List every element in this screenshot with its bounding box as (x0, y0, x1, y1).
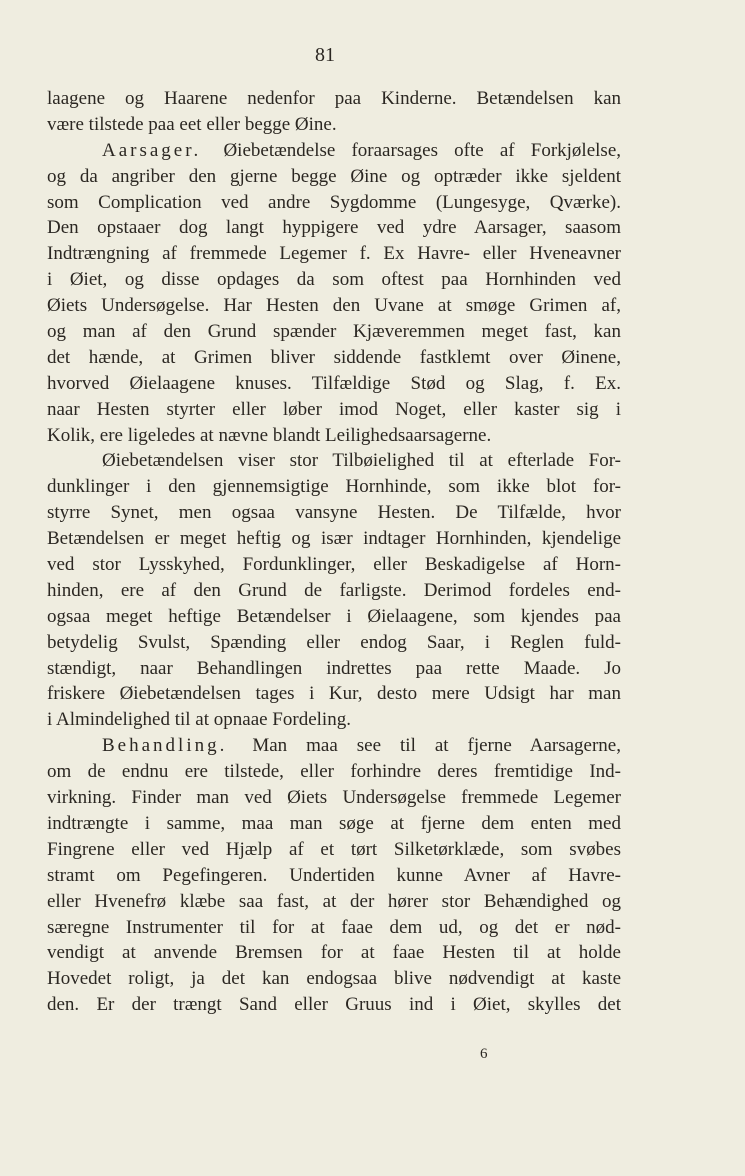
line-text: og man af den Grund spænder Kjæveremmen meget fast, kan (47, 321, 621, 343)
section-heading: Behandling. (102, 735, 228, 757)
text-line (47, 578, 621, 604)
line-text: om de endnu ere tilstede, eller forhindre deres fremtidige Ind- (47, 761, 621, 783)
text-line (47, 215, 621, 241)
page-number: 81 (315, 44, 335, 66)
text-line (47, 604, 621, 630)
text-line (47, 371, 621, 397)
text-line (47, 138, 621, 164)
text-line (47, 837, 621, 863)
line-text: Øiebetændelse foraarsages ofte af Forkjølelse, (223, 139, 622, 161)
line-text: særegne Instrumenter til for at faae dem ud, og det er nød- (47, 916, 621, 938)
text-line (47, 966, 621, 992)
text-line (47, 681, 621, 707)
line-text: laagene og Haarene nedenfor paa Kinderne. Betændelsen kan (47, 88, 621, 109)
text-line (47, 940, 621, 966)
text-line (47, 448, 621, 474)
line-text: Øiets Undersøgelse. Har Hesten den Uvane at smøge Grimen af, (47, 295, 621, 317)
text-line (47, 164, 621, 190)
text-line (47, 552, 621, 578)
text-line (47, 86, 621, 112)
line-text: som Complication ved andre Sygdomme (Lungesyge, Qværke). (47, 191, 621, 213)
line-text: hvorved Øielaagene knuses. Tilfældige Stød og Slag, f. Ex. (47, 372, 621, 394)
line-text: ved stor Lysskyhed, Fordunklinger, eller Beskadigelse af Horn- (47, 554, 621, 576)
line-text: Hovedet roligt, ja det kan endogsaa blive nødvendigt at kaste (47, 968, 621, 990)
text-line (47, 656, 621, 682)
text-line (47, 190, 621, 216)
line-text: naar Hesten styrter eller løber imod Noget, eller kaster sig i (47, 398, 621, 420)
line-text: hinden, ere af den Grund de farligste. Derimod fordeles end- (47, 579, 621, 601)
signature-mark: 6 (480, 1046, 488, 1062)
text-line (47, 500, 621, 526)
text-line (47, 785, 621, 811)
page-body-text (47, 86, 621, 1018)
line-text: i Øiet, og disse opdages da som oftest paa Hornhinden ved (47, 269, 621, 291)
text-line (47, 293, 621, 319)
text-line (47, 474, 621, 500)
line-text: det hænde, at Grimen bliver siddende fastklemt over Øinene, (47, 346, 621, 368)
text-line (47, 811, 621, 837)
line-text: virkning. Finder man ved Øiets Undersøgelse fremmede Legemer (47, 787, 621, 809)
line-text: styrre Synet, men ogsaa vansyne Hesten. De Tilfælde, hvor (47, 502, 621, 524)
text-line (47, 759, 621, 785)
line-text: Den opstaaer dog langt hyppigere ved ydre Aarsager, saasom (47, 217, 621, 239)
line-text: stændigt, naar Behandlingen indrettes paa rette Maade. Jo (47, 657, 621, 679)
line-text: Øiebetændelsen viser stor Tilbøielighed til at efterlade For- (102, 450, 621, 472)
line-text: i Almindelighed til at opnaae Fordeling. (47, 709, 351, 731)
text-line (47, 345, 621, 371)
line-text: Kolik, ere ligeledes at nævne blandt Leilighedsaarsagerne. (47, 424, 492, 446)
text-line (47, 992, 621, 1018)
line-text: stramt om Pegefingeren. Undertiden kunne Avner af Havre- (47, 864, 621, 886)
line-text: dunklinger i den gjennemsigtige Hornhinde, som ikke blot for- (47, 476, 621, 498)
text-line (47, 241, 621, 267)
line-text: Indtrængning af fremmede Legemer f. Ex Havre- eller Hveneavner (47, 243, 621, 265)
line-text: være tilstede paa eet eller begge Øine. (47, 113, 337, 135)
line-text: eller Hvenefrø klæbe saa fast, at der hører stor Behændighed og (47, 890, 621, 912)
line-text: ogsaa meget heftige Betændelser i Øielaagene, som kjendes paa (47, 605, 621, 627)
text-line (47, 863, 621, 889)
line-text: betydelig Svulst, Spænding eller endog Saar, i Reglen fuld- (47, 631, 621, 653)
text-line (47, 915, 621, 941)
text-line (47, 889, 621, 915)
text-line (47, 526, 621, 552)
text-line (47, 397, 621, 423)
line-text: og da angriber den gjerne begge Øine og optræder ikke sjeldent (47, 165, 621, 187)
text-line (47, 423, 621, 449)
line-text: Fingrene eller ved Hjælp af et tørt Silketørklæde, som svøbes (47, 838, 621, 860)
text-line (47, 707, 621, 733)
text-line (47, 319, 621, 345)
line-text: den. Er der trængt Sand eller Gruus ind i Øiet, skylles det (47, 994, 621, 1016)
text-line (47, 112, 621, 138)
line-text: friskere Øiebetændelsen tages i Kur, desto mere Udsigt har man (47, 683, 621, 705)
section-heading: Aarsager. (102, 139, 202, 161)
text-line (47, 630, 621, 656)
line-text: vendigt at anvende Bremsen for at faae Hesten til at holde (47, 942, 621, 964)
line-text: Man maa see til at fjerne Aarsagerne, (252, 735, 621, 757)
line-text: indtrængte i samme, maa man søge at fjerne dem enten med (47, 812, 621, 834)
line-text: Betændelsen er meget heftig og især indtager Hornhinden, kjendelige (47, 528, 621, 550)
text-line (47, 733, 621, 759)
text-line (47, 267, 621, 293)
